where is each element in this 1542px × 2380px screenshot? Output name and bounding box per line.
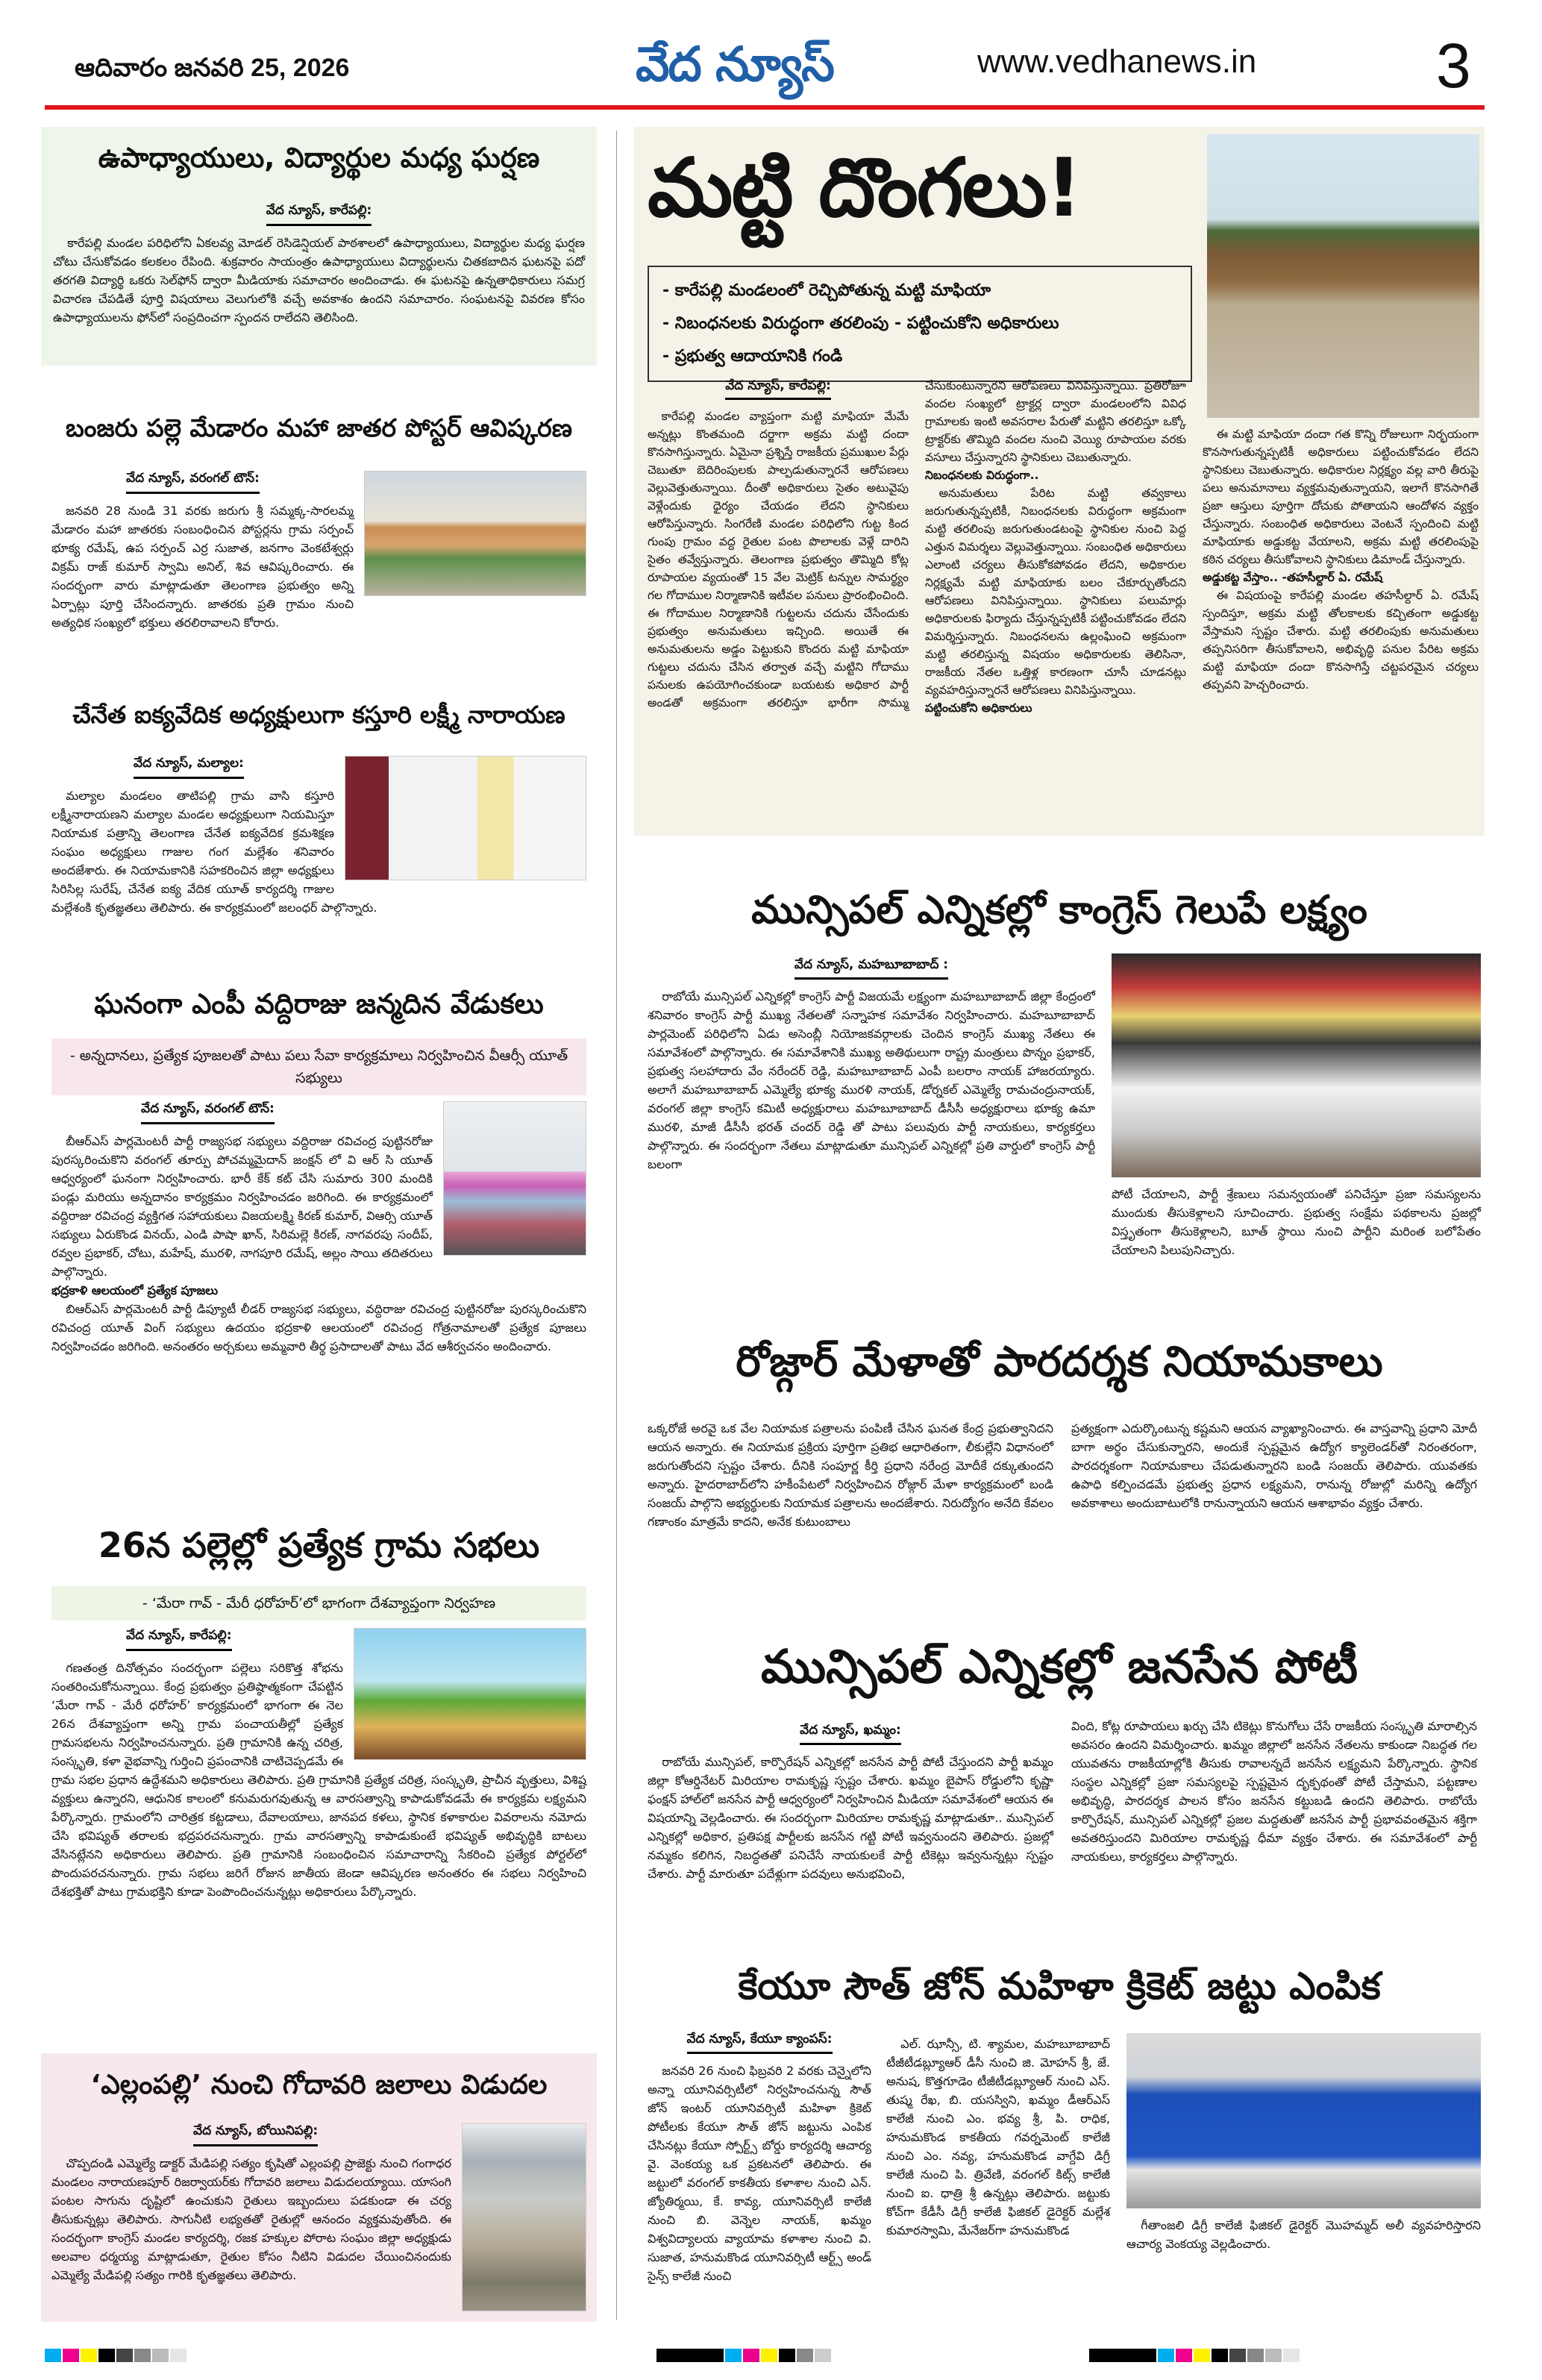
paragraph: చొప్పదండి ఎమ్మెల్యే డాక్టర్ మేడిపల్లి సత్యం కృషితో ఎల్లంపల్లి ప్రాజెక్టు నుంచి గంగాధర మండలం నారాయణపూర్ రిజర్వాయర్‌కు గోదావరి జలాలు విడుదలయ్యాయి. యాసంగి పంటల సాగును దృష్టిలో ఉంచుకుని రైతులు ఇబ్బందులు పడకుండా ఈ చర్య తీసుకున్నట్లు తెలిపారు. సాగునీటి లభ్యతతో రైతుల్లో ఆనందం వ్యక్తమవుతోంది. ఈ సందర్భంగా కాంగ్రెస్ మండల కార్యదర్శి, రజక హక్కుల పోరాట సంఘం జిల్లా అధ్యక్షుడు అలవాల ధర్మయ్య మాట్లాడుతూ, రైతుల కోసం నీటిని విడుదల చేయించినందుకు ఎమ్మెల్యే మేడిపల్లి సత్యం గారికి కృతజ్ఞతలు తెలిపారు. [51, 2156, 451, 2282]
photo-soil-truck [1207, 134, 1479, 418]
photo-cricket-team [1126, 2033, 1481, 2208]
headline: ఘనంగా ఎంపీ వద్దిరాజు జన్మదిన వేడుకలు [94, 988, 544, 1020]
print-registration-bar-right [1089, 2349, 1301, 2365]
photo-poster-release [364, 471, 586, 596]
paragraph: వింది, కోట్ల రూపాయలు ఖర్చు చేసి టికెట్లు కొనుగోలు చేసే రాజకీయ సంస్కృతి మారాల్సిన అవసరం ఉందని విమర్శించారు. ఖమ్మం జిల్లాలో జనసేన నేతలను కాకుండా నిబద్ధత గల యువతను రాజకీయాల్లోకి తీసుకు రావాలన్నదే జనసేన లక్ష్యమని పేర్కొన్నారు. స్థానిక సంస్థల ఎన్నికల్లో ప్రజా సమస్యలపై స్పష్టమైన దృక్పథంతో పోటీ చేస్తామని, పట్టణాల అభివృద్ధి, పారదర్శక పాలన కోసం జనసేన కట్టుబడి ఉందని తెలిపారు. రాబోయే కార్పొరేషన్, మున్సిపల్ ఎన్నికల్లో ప్రజల మద్దతుతో జనసేన పార్టీ ప్రభావవంతమైన శక్తిగా అవతరిస్తుందని మిరియాల రామకృష్ణ ధీమా వ్యక్తం చేశారు. ఈ సమావేశంలో పార్టీ నాయకులు, కార్యకర్తలు పాల్గొన్నారు. [1071, 1719, 1477, 1864]
subheadline: - ‘మేరా గావ్ - మేరీ ధరోహర్’లో భాగంగా దేశవ్యాప్తంగా నిర్వహణ [51, 1586, 586, 1620]
article-body-continued [886, 2035, 1110, 2322]
website-url[interactable]: www.vedhanews.in [977, 43, 1257, 80]
highlight-item: - నిబంధనలకు విరుద్ధంగా తరలింపు - పట్టించుకోని అధికారులు [662, 314, 1059, 333]
dateline: వేద న్యూస్, ఖమ్మం: [800, 1721, 901, 1745]
photo-appointment [345, 756, 586, 880]
dateline: వేద న్యూస్, కారేపల్లి: [126, 1628, 232, 1651]
headline: మట్టి దొంగలు! [648, 142, 1081, 235]
paragraph: గీతాంజలి డిగ్రీ కాలేజీ ఫిజికల్ డైరెక్టర్ మొహమ్మద్ అలీ వ్యవహరిస్తారని ఆచార్య వెంకయ్య వెల్లడించారు. [1126, 2218, 1481, 2251]
paragraph: కారేపల్లి మండల వ్యాప్తంగా మట్టి మాఫియా మేమే అన్నట్లు కొంతమంది దర్జాగా అక్రమ మట్టి దందా కొనసాగిస్తున్నారు. ఏమైనా ప్రశ్నిస్తే రాజకీయ ప్రముఖుల పేర్లు చెబుతూ బెదిరింపులకు పాల్పడుతున్నారనే ఆరోపణలు వెల్లువెత్తుతున్నాయి. దీంతో అధికారులు సైతం అటువైపు వెళ్లేందుకు ధైర్యం చేయడం లేదని స్థానికులు ఆరోపిస్తున్నారు. సింగరేణి మండల పరిధిలోని గుట్ట కింద గుంపు గ్రామం వద్ద రైతుల పంట పొలాలకు వెళ్లే దారిని సైతం తవ్వేస్తున్నారు. తెలంగాణ ప్రభుత్వం తొమ్మిది కోట్ల రూపాయల వ్యయంతో 15 వేల మెట్రిక్ టన్నుల సామర్థ్యం గల గోదాముల నిర్మాణానికి ఇటీవల పనులు ప్రారంభించింది. ఈ గోదాముల నిర్మాణానికి గుట్టలను చదును చేసేందుకు ప్రభుత్వం అనుమతులు ఇచ్చింది. అయితే ఈ అనుమతులను అడ్డం పెట్టుకుని కొందరు మట్టి మాఫియా గుట్టలు చదును చేసిన తర్వాత వచ్చే మట్టిని గోదాము పనులకు ఉపయోగించకుండా బయటకు అధికార పార్టీ అండతో అక్రమంగా తరలిస్తూ భారీగా సొమ్ము చేసుకుంటున్నారని ఆరోపణలు వినిపిస్తున్నాయి. ప్రతిరోజూ వందల సంఖ్యలో ట్రాక్టర్ల ద్వారా మండలంలోని వివిధ గ్రామాలకు ఇంటి అవసరాల పేరుతో మట్టిని తరలిస్తూ ఒక్కో ట్రాక్టర్‌కు తొమ్మిది వందల నుంచి వెయ్యి రూపాయల వరకు వసూలు చేస్తున్నారని స్థానికులు చెబుతున్నారు. [648, 379, 1186, 710]
article-body [648, 1419, 1477, 1531]
headline: 26న పల్లెల్లో ప్రత్యేక గ్రామ సభలు [98, 1525, 540, 1565]
paragraph: జనవరి 28 నుండి 31 వరకు జరుగు శ్రీ సమ్మక్క-సారలమ్మ మేడారం మహా జాతరకు సంబంధించిన పోస్టర్లను గ్రామ సర్పంచ్ భూక్య రమేష్, ఉప సర్పంచ్ ఎర్ర సుజాత, జనగాం వెంకటేశ్వర్లు విక్రమ్ రాజ్ కుమార్ స్వామి అనిల్, శివ ఆవిష్కరించారు. ఈ సందర్భంగా వారు మాట్లాడుతూ తెలంగాణ ప్రభుత్వం అన్ని ఏర్పాట్లు పూర్తి చేసిందన్నారు. జాతరకు ప్రతి గ్రామం నుంచి అత్యధిక సంఖ్యలో భక్తులు తరలిరావాలని కోరారు. [51, 504, 354, 630]
highlight-item: - ప్రభుత్వ ఆదాయానికి గండి [662, 347, 843, 366]
inline-subheading: అడ్డుకట్ట వేస్తాం.. -తహసీల్దార్ ఏ. రమేష్ [1203, 571, 1383, 584]
article-ku-cricket-team [634, 1951, 1485, 2324]
dateline: వేద న్యూస్, వరంగల్ టౌన్: [126, 471, 260, 494]
illustration-village [354, 1628, 586, 1760]
headline: మున్సిపల్ ఎన్నికల్లో జనసేన పోటీ [760, 1639, 1358, 1694]
paragraph: ఎల్. ఝాన్సీ, టి. శ్యామల, మహబూబాబాద్ టీజీటీడబ్ల్యూఆర్ డీసీ నుంచి జి. మోహన్ శ్రీ, జే. అనుష, కొత్తగూడెం టీజీటీడబ్ల్యూఆర్ నుంచి ఎస్. తుష్మ రేఖ, బి. యసస్విని, ఖమ్మం డీఆర్ఎస్ కాలేజీ నుంచి ఎం. భవ్య శ్రీ, పి. రాధిక, హనుమకొండ కాకతీయ గవర్నమెంట్ కాలేజీ నుంచి ఎం. నవ్య, హనుమకొండ వాగ్దేవి డిగ్రీ కాలేజీ నుంచి పి. త్రివేణి, వరంగల్ కిట్స్ కాలేజీ నుంచి ఐ. ధాత్రి శ్రీ ఉన్నట్లు తెలిపారు. జట్టుకు కోచ్‌గా కేడీసీ డిగ్రీ కాలేజీ ఫిజికల్ డైరెక్టర్ మల్లేశ కుమారస్వామి, మేనేజర్‌గా హనుమకొండ [886, 2037, 1110, 2237]
photo-birthday-event [443, 1101, 586, 1256]
headline: మున్సిపల్ ఎన్నికల్లో కాంగ్రెస్ గెలుపే లక్ష్యం [751, 888, 1367, 933]
article-body [648, 377, 1186, 828]
main-story-soil-mafia [634, 127, 1485, 836]
dateline: వేద న్యూస్, కారేపల్లి: [725, 377, 831, 400]
paragraph: మల్యాల మండలం తాటిపల్లి గ్రామ వాసి కస్తూరి లక్ష్మీనారాయణని మల్యాల మండల అధ్యక్షులుగా నియమిస్తూ నియామక పత్రాన్ని తెలంగాణ చేనేత ఐక్యవేదిక క్రమశిక్షణ సంఘం అధ్యక్షులు గాజుల గంగ మల్లేశం శనివారం అందజేశారు. ఈ నియామకానికి సహకరించిన జిల్లా అధ్యక్షులు సిరిసిల్ల సురేష్, చేనేత ఐక్య వేదిక యూత్ కార్యదర్శి గాజుల మల్లేశంకి కృతజ్ఞతలు తెలిపారు. ఈ కార్యక్రమంలో జలంధర్ పాల్గొన్నారు. [51, 789, 377, 915]
paragraph: బిఆర్ఎస్ పార్లమెంటరీ పార్టీ డిప్యూటీ లీడర్ రాజ్యసభ సభ్యులు, వద్దిరాజు రవిచంద్ర పుట్టినరోజు పురస్కరించుకొని రవిచంద్ర యూత్ వింగ్ సభ్యులు ఉదయం భద్రకాళి ఆలయంలో రవిచంద్ర గోత్రనామాలతో ప్రత్యేక పూజలు నిర్వహించడం జరిగింది. అనంతరం అర్చకులు అమ్మవారి తీర్థ ప్రసాదాలతో పాటు వేద ఆశీర్వచనం అందించారు. [51, 1302, 586, 1353]
dateline: వేద న్యూస్, కారేపల్లి: [266, 203, 372, 226]
dateline: వేద న్యూస్, మహబూబాబాద్ : [794, 956, 948, 980]
paragraph: ఈ మట్టి మాఫియా దందా గత కొన్ని రోజులుగా నిర్భయంగా కొనసాగుతున్నప్పటికీ అధికారులు పట్టించుకోవడం లేదని స్థానికులు చెబుతున్నారు. అధికారుల నిర్లక్ష్యం వల్ల వారి తీరుపై పలు అనుమానాలు వ్యక్తమవుతున్నాయని, ఇలాగే కొనసాగితే ప్రజా ఆస్తులు పూర్తిగా దోచుకు పోతాయని ఆందోళన వ్యక్తం చేస్తున్నారు. సంబంధిత అధికారులు వెంటనే స్పందించి మట్టి మాఫియాకు అడ్డుకట్ట వేయాలని, అక్రమ మట్టి తరలింపుపై కఠిన చర్యలు తీసుకోవాలని స్థానికులు డిమాండ్ చేస్తున్నారు. [1203, 428, 1479, 566]
article-body-continued [1112, 1185, 1481, 1312]
inline-subheading: పట్టించుకోని అధికారులు [925, 701, 1032, 715]
headline: ఉపాధ్యాయులు, విద్యార్థుల మధ్య ఘర్షణ [98, 142, 540, 174]
header-rule [45, 105, 1485, 110]
highlight-item: - కారేపల్లి మండలంలో రెచ్చిపోతున్న మట్టి మాఫియా [662, 281, 991, 300]
article-janasena-municipal [634, 1623, 1485, 1936]
column-divider [616, 131, 617, 2320]
dateline: వేద న్యూస్, మల్యాల: [134, 756, 244, 779]
paragraph: జనవరి 26 నుంచి ఫిబ్రవరి 2 వరకు చెన్నైలోని అన్నా యూనివర్సిటీలో నిర్వహించనున్న సౌత్ జోన్ ఇంటర్ యూనివర్సిటీ మహిళా క్రికెట్ పోటీలకు కేయూ సౌత్ జోన్ జట్టును ఎంపిక చేసినట్లు కేయూ స్పోర్ట్స్ బోర్డు కార్యదర్శి ఆచార్య వై. వెంకయ్య ఒక ప్రకటనలో తెలిపారు. ఈ జట్టులో వరంగల్ కాకతీయ కళాశాల నుంచి ఎన్. జ్యోతిర్మయి, కే. కావ్య, యూనివర్సిటీ కాలేజీ నుంచి బి. వెన్నెల నాయక్, ఖమ్మం విశ్వవిద్యాలయ వ్యాయామ కళాశాల నుంచి వి. సుజాత, హనుమకొండ యూనివర్సిటీ ఆర్ట్స్ అండ్ సైన్స్ కాలేజీ నుంచి [648, 2064, 871, 2283]
paragraph: ఒక్కరోజే అరవై ఒక వేల నియామక పత్రాలను పంపిణీ చేసిన ఘనత కేంద్ర ప్రభుత్వానిదని ఆయన అన్నారు. ఈ నియామక ప్రక్రియ పూర్తిగా ప్రతిభ ఆధారితంగా, లీకుల్లేని విధానంలో జరుగుతోందని స్పష్టం చేశారు. దీనికి సంపూర్ణ కీర్తి ప్రధాని నరేంద్ర మోదీకే దక్కుతుందని అన్నారు. హైదరాబాద్‌లోని హకీంపేటలో నిర్వహించిన రోజ్గార్ మేళా కార్యక్రమంలో బండి సంజయ్ పాల్గొని అభ్యర్థులకు నియామక పత్రాలను అందజేశారు. నిరుద్యోగం అనేది కేవలం గణాంకం మాత్రమే కాదని, అనేక కుటుంబాలు [648, 1421, 1053, 1529]
inline-subheading: భద్రకాళి ఆలయంలో ప్రత్యేక పూజలు [51, 1283, 219, 1297]
article-body [648, 951, 1095, 1309]
headline: రోజ్గార్ మేళాతో పారదర్శక నియామకాలు [736, 1338, 1383, 1386]
dateline: వేద న్యూస్, కేయూ క్యాంపస్: [687, 2030, 833, 2054]
dateline: వేద న్యూస్, బోయినిపల్లి: [193, 2123, 318, 2146]
article-grama-sabhalu [41, 1515, 597, 2022]
article-body-continued [1203, 425, 1479, 828]
article-body [53, 234, 585, 327]
article-teacher-student-clash [41, 127, 597, 366]
article-body [648, 2026, 871, 2320]
photo-caption [1126, 2216, 1481, 2320]
paragraph: అనుమతులు పేరిట మట్టి తవ్వకాలు జరుగుతున్నప్పటికీ, నిబంధనలకు విరుద్ధంగా అక్రమంగా మట్టి తరలింపు జరుగుతుండటంపై స్థానికుల నుంచి పెద్ద ఎత్తున విమర్శలు వెల్లువెత్తున్నాయి. సంబంధిత అధికారులు ఎలాంటి చర్యలు తీసుకోకపోవడం లేదని, అధికారుల నిర్లక్ష్యమే మట్టి మాఫియాకు బలం చేకూర్చుతోందని ఆరోపణలు వినిపిస్తున్నాయి. స్థానికులు పలుమార్లు అధికారులకు ఫిర్యాదు చేస్తున్నప్పటికీ పట్టించుకోవడం లేదని విమర్శిస్తున్నారు. నిబంధనలను ఉల్లంఘించి అక్రమంగా మట్టి తరలిస్తున్న విషయం అధికారులకు తెలిసినా, రాజకీయ నేతల ఒత్తిళ్ల కారణంగా చూసీ చూడనట్లు వ్యవహరిస్తున్నారనే ఆరోపణలు వినిపిస్తున్నాయి. [925, 486, 1186, 697]
inline-subheading: నిబంధనలకు విరుద్ధంగా.. [925, 469, 1039, 482]
paragraph: రాబోయే మున్సిపల్ ఎన్నికల్లో కాంగ్రెస్ పార్టీ విజయమే లక్ష్యంగా మహబూబాబాద్ జిల్లా కేంద్రంలో శనివారం కాంగ్రెస్ పార్టీ ముఖ్య నేతలతో సన్నాహక సమావేశం నిర్వహించారు. మహబూబాబాద్ పార్లమెంట్ పరిధిలోని ఏడు అసెంబ్లీ నియోజకవర్గాలకు చెందిన కాంగ్రెస్ ముఖ్య నేతలు ఈ సమావేశంలో పాల్గొన్నారు. ఈ సమావేశానికి ముఖ్య అతిథులుగా రాష్ట్ర మంత్రులు పొన్నం ప్రభాకర్, ప్రభుత్వ సలహాదారు వేం నరేందర్ రెడ్డి, మహబూబాబాద్ ఎంపీ బలరాం నాయక్ హాజరయ్యారు. అలాగే మహబూబాబాద్ ఎమ్మెల్యే భూక్య మురళి నాయక్, డోర్నకల్ ఎమ్మెల్యే రామచంద్రునాయక్, వరంగల్ జిల్లా కాంగ్రెస్ కమిటీ అధ్యక్షురాలు మహబూబాబాద్ డీసీసీ అధ్యక్షురాలు భూక్య ఉమా మురళి, మాజీ డీసీసీ భరత్ చందర్ రెడ్డి తో పాటు పలువురు పార్టీ నాయకులు, కార్యకర్తలు పాల్గొన్నారు. ఈ సందర్భంగా నేతలు మాట్లాడుతూ మున్సిపల్ ఎన్నికల్లో ప్రతి వార్డులో కాంగ్రెస్ పార్టీ బలంగా [648, 989, 1095, 1171]
article-chenetha-president [41, 690, 597, 936]
issue-date: ఆదివారం జనవరి 25, 2026 [75, 54, 350, 82]
page-number: 3 [1436, 31, 1471, 101]
subheadline: - అన్నదానలు, ప్రత్యేక పూజలతో పాటు పలు సేవా కార్యక్రమాలు నిర్వహించిన వీఆర్సీ యూత్ సభ్యులు [51, 1039, 586, 1095]
article-body [648, 1717, 1477, 1883]
article-congress-municipal [634, 865, 1485, 1321]
article-vaddiraju-birthday [41, 977, 597, 1462]
headline: బంజరు పల్లె మేడారం మహా జాతర పోస్టర్ ఆవిష్కరణ [66, 413, 572, 442]
article-rozgar-mela [634, 1324, 1485, 1615]
headline: ‘ఎల్లంపల్లి’ నుంచి గోదావరి జలాలు విడుదల [90, 2070, 548, 2100]
paragraph: ఈ విషయంపై కారేపల్లి మండల తహసీల్దార్ ఏ. రమేష్ స్పందిస్తూ, అక్రమ మట్టి తోలకాలకు కచ్చితంగా అడ్డుకట్ట వేస్తామని స్పష్టం చేశారు. మట్టి తరలింపుకు అనుమతులు తప్పనిసరిగా తీసుకోవాలని, అభివృద్ధి పనుల పేరిట అక్రమ మట్టి మాఫియా దందా కొనసాగిస్తే చట్టపరమైన చర్యలు తప్పవని హెచ్చరించారు. [1203, 589, 1479, 692]
paragraph: పోటీ చేయాలని, పార్టీ శ్రేణులు సమన్వయంతో పనిచేస్తూ ప్రజా సమస్యలను ముందుకు తీసుకెళ్లాలని సూచించారు. ప్రభుత్వ సంక్షేమ పథకాలను ప్రజల్లో విస్తృతంగా తీసుకెళ్లాలని, బూత్ స్థాయి నుంచి పార్టీని మరింత బలోపేతం చేయాలని పిలుపునిచ్చారు. [1112, 1187, 1481, 1257]
paragraph: బీఆర్ఎస్ పార్లమెంటరీ పార్టీ రాజ్యసభ సభ్యులు వద్దిరాజు రవిచంద్ర పుట్టినరోజు పురస్కరించుకొని వరంగల్ తూర్పు పోచమ్మమైదాన్ జంక్షన్ లో వి ఆర్ సి యూత్ ఆధ్వర్యంలో ఘనంగా నిర్వహించారు. భారీ కేక్ కట్ చేసి సుమారు 300 మందికి పండ్లు మరియు అన్నదానం కార్యక్రమం నిర్వహించడం జరిగింది. ఈ కార్యక్రమంలో వద్దిరాజు రవిచంద్ర వ్యక్తిగత సహాయకులు విజయలక్ష్మి కిరణ్ కుమార్, విఆర్సి యూత్ సభ్యులు ఏరుకొండ వినయ్, ఎండి పాషా ఖాన్, సిరిమల్లె కిరణ్, నాగవరపు సందీప్, రవ్వల ప్రభాకర్, చోటు, మహేష్, మురళి, నాగపూరి రమేష్, అల్లం సాయి తదితరులు పాల్గొన్నారు. [51, 1134, 433, 1279]
photo-water-release [462, 2123, 586, 2311]
print-registration-bar-left [45, 2349, 188, 2365]
headline: కేయూ సౌత్ జోన్ మహిళా క్రికెట్ జట్టు ఎంపిక [738, 1964, 1381, 2008]
print-registration-bar-mid [656, 2349, 833, 2365]
article-medaram-poster [41, 403, 597, 642]
masthead-logo: వేద న్యూస్ [627, 37, 842, 104]
headline: చేనేత ఐక్యవేదిక అధ్యక్షులుగా కస్తూరి లక్ష్మీ నారాయణ [72, 701, 565, 729]
dateline: వేద న్యూస్, వరంగల్ టౌన్: [141, 1101, 275, 1124]
paragraph: గణతంత్ర దినోత్సవం సందర్భంగా పల్లెలు సరికొత్త శోభను సంతరించుకోనున్నాయి. కేంద్ర ప్రభుత్వం ప్రతిష్ఠాత్మకంగా చేపట్టిన ‘మేరా గావ్ - మేరీ ధరోహర్’ కార్యక్రమంలో భాగంగా ఈ నెల 26న దేశవ్యాప్తంగా అన్ని గ్రామ పంచాయతీల్లో ప్రత్యేక గ్రామసభలను నిర్వహించనున్నారు. ప్రతి గ్రామానికి ఉన్న చరిత్ర, సంస్కృతి, కళా వైభవాన్ని గుర్తించి ప్రపంచానికి చాటిచెప్పడమే ఈ గ్రామ సభల ప్రధాన ఉద్దేశమని అధికారులు తెలిపారు. ప్రతి గ్రామానికి ప్రత్యేక చరిత్ర, సంస్కృతి, ప్రాచీన వృత్తులు, విశిష్ట వ్యక్తులు ఉన్నారని, ఆధునిక కాలంలో కనుమరుగవుతున్న ఆ వారసత్వాన్ని కాపాడుకోవడమే ఈ కార్యక్రమ లక్ష్యమని పేర్కొన్నారు. గ్రామంలోని చారిత్రక కట్టడాలు, దేవాలయాలు, జానపద కళలు, స్థానిక కళాకారుల వివరాలను నమోదు చేసి భవిష్యత్ తరాలకు భద్రపరచనున్నారు. గ్రామ వారసత్వాన్ని కాపాడుకుంటే భవిష్యత్ అభివృద్ధికి బాటలు వేసినట్లేనని అధికారులు తెలిపారు. ప్రతి గ్రామానికి సంబంధించిన సమాచారాన్ని సేకరించి ప్రత్యేక పోర్టల్‌లో పొందుపరచనున్నారు. గ్రామ సభలు జరిగే రోజున జాతీయ జెండా ఆవిష్కరణ అనంతరం ఈ సభలు నిర్వహించి దేశభక్తితో పాటు గ్రామభక్తిని కూడా పెంపొందించనున్నట్లు అధికారులు పేర్కొన్నారు. [51, 1661, 586, 1899]
photo-congress-meeting [1112, 953, 1481, 1177]
paragraph: కారేపల్లి మండల పరిధిలోని ఏకలవ్య మోడల్ రెసిడెన్షియల్ పాఠశాలలో ఉపాధ్యాయులు, విద్యార్థుల మధ్య ఘర్షణ చోటు చేసుకోవడం కలకలం రేపింది. శుక్రవారం సాయంత్రం ఉపాధ్యాయులు విద్యార్థులను చితకబాదిన ఘటనపై పదో తరగతి విద్యార్థి ఒకరు సెల్‌ఫోన్ ద్వారా మీడియాకు సమాచారం అందించాడు. ఈ ఘటనపై ఉన్నతాధికారులు సమగ్ర విచారణ చేపడితే పూర్తి విషయాలు వెలుగులోకి వచ్చే అవకాశం ఉందని సమాచారం. సంఘటనపై వివరణ కోసం ఉపాధ్యాయులను ఫోన్‌లో సంప్రదించగా స్పందన రాలేదని తెలిసింది. [53, 236, 585, 325]
paragraph: ప్రత్యక్షంగా ఎదుర్కొంటున్న కష్టమని ఆయన వ్యాఖ్యానించారు. ఈ వాస్తవాన్ని ప్రధాని మోదీ బాగా అర్థం చేసుకున్నారని, అందుకే స్పష్టమైన ఉద్యోగ క్యాలెండర్‌తో నిరంతరంగా, పారదర్శకంగా నియామకాలు చేపడుతున్నారని బండి సంజయ్ తెలిపారు. యువతకు ఉపాధి కల్పించడమే ప్రభుత్వ ప్రధాన లక్ష్యమని, రానున్న రోజుల్లో మరిన్ని ఉద్యోగ అవకాశాలు అందుబాటులోకి రానున్నాయని ఆయన ఆశాభావం వ్యక్తం చేశారు. [1071, 1421, 1477, 1510]
story-highlights [648, 266, 1192, 382]
paragraph: రాబోయే మున్సిపల్, కార్పొరేషన్ ఎన్నికల్లో జనసేన పార్టీ పోటీ చేస్తుందని పార్టీ ఖమ్మం జిల్లా కోఆర్డినేటర్ మిరియాల రామకృష్ణ స్పష్టం చేశారు. ఖమ్మం బైపాస్ రోడ్డులోని కృష్ణా ఫంక్షన్ హాల్‌లో జనసేన పార్టీ ఆధ్వర్యంలో నిర్వహించిన మీడియా సమావేశంలో ఆయన ఈ విషయాన్ని వెల్లడించారు. ఈ సందర్భంగా మిరియాల రామకృష్ణ మాట్లాడుతూ.. మున్సిపల్ ఎన్నికల్లో అధికార, ప్రతిపక్ష పార్టీలకు జనసేన గట్టి పోటీ ఇవ్వనుందని తెలిపారు. ప్రజల్లో నమ్మకం కలిగిన, నిబద్ధతతో పనిచేసే నాయకులకే పార్టీ టికెట్లు ఇవ్వనున్నట్లు స్పష్టం చేశారు. పార్టీ మారుతూ పదేళ్లుగా పదవులు అనుభవించి, [648, 1755, 1053, 1881]
article-yellampalli-water [41, 2053, 597, 2322]
